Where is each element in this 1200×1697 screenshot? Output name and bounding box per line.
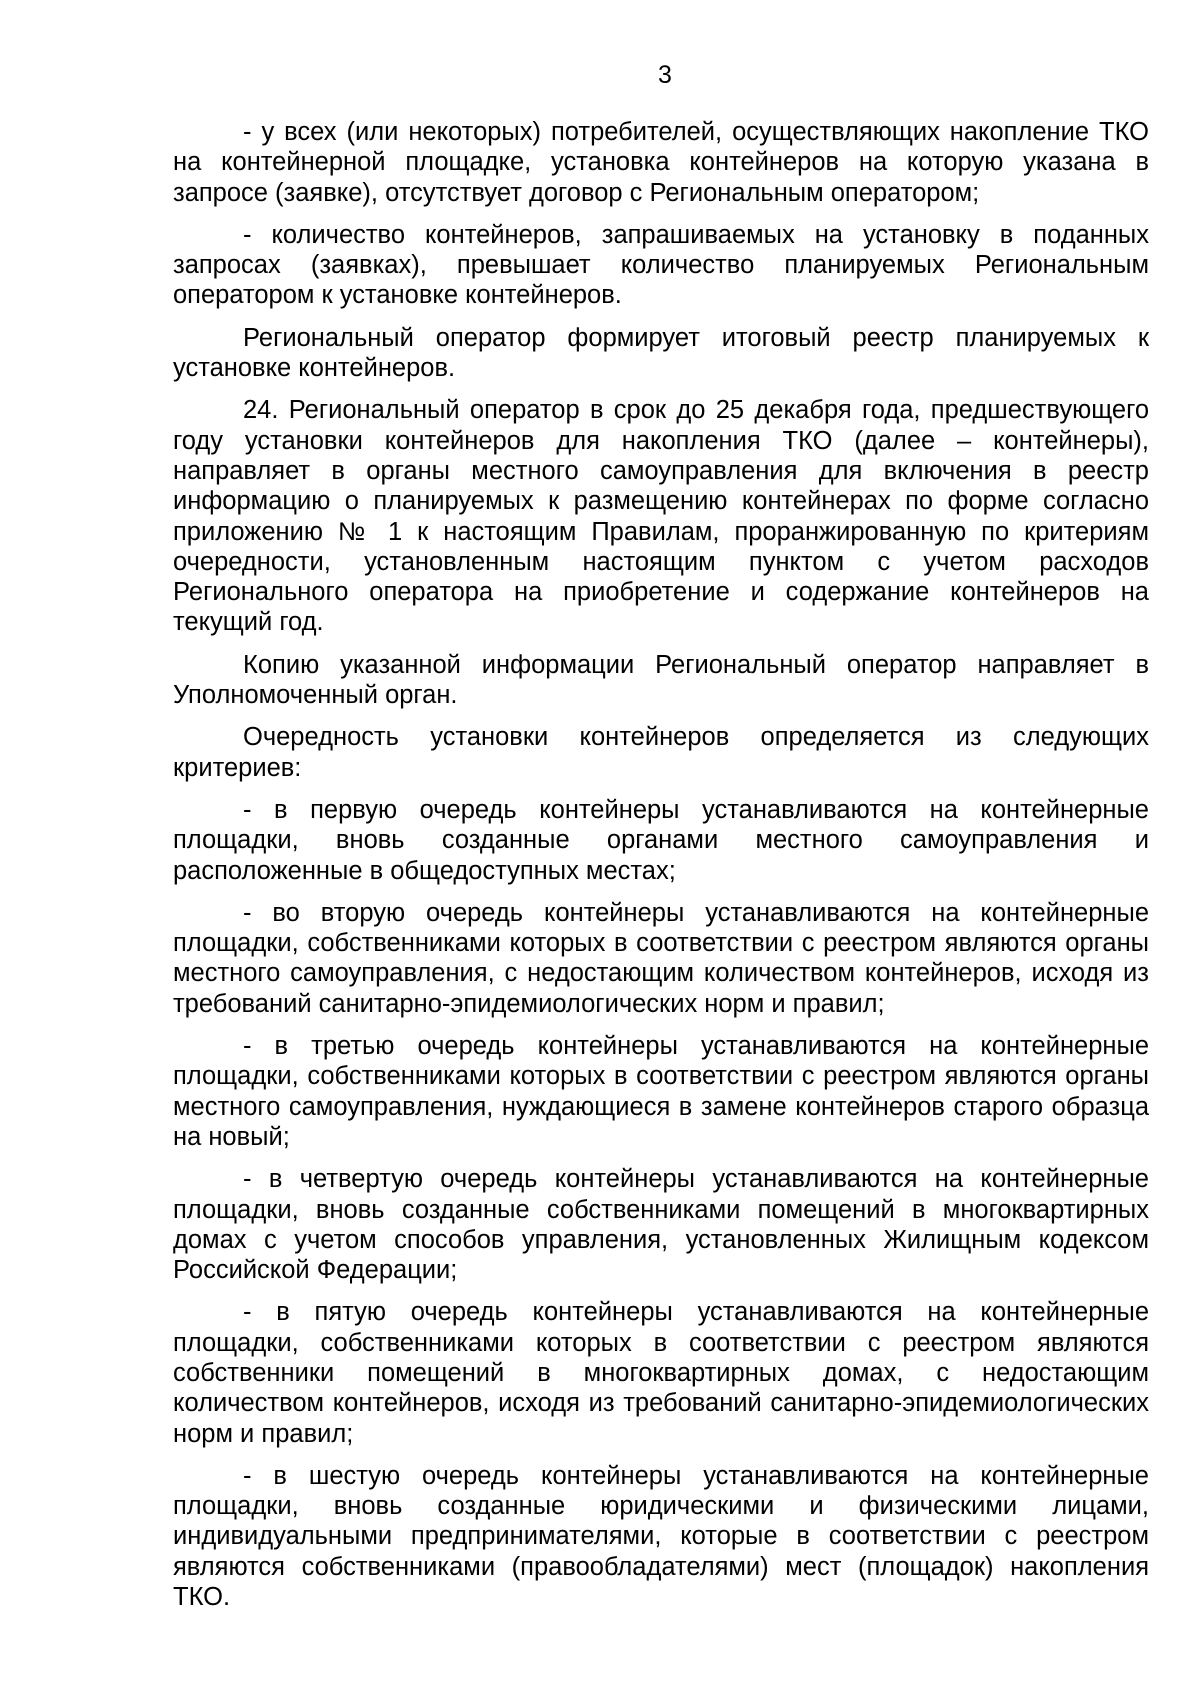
paragraph-priority-fifth: - в пятую очередь контейнеры устанавливаются на контейнерные площадки, собственниками которых в соответствии с реестром являются собственники помещений в многоквартирных домах, с недостающим количеством контейнеров, исходя из требований санитарно-эпидемиологических норм и правил; — [173, 1298, 1149, 1448]
paragraph-copy-to-authority: Копию указанной информации Региональный оператор направляет в Уполномоченный орган. — [173, 650, 1149, 710]
paragraph-priority-first: - в первую очередь контейнеры устанавливаются на контейнерные площадки, вновь созданные органами местного самоуправления и расположенные в общедоступных местах; — [173, 795, 1149, 885]
paragraph-priority-second: - во вторую очередь контейнеры устанавливаются на контейнерные площадки, собственниками которых в соответствии с реестром являются органы местного самоуправления, с недостающим количеством контейнеров, исходя из требований санитарно-эпидемиологических норм и правил; — [173, 898, 1149, 1018]
paragraph-clause-24: 24. Региональный оператор в срок до 25 декабря года, предшествующего году установки контейнеров для накопления ТКО (далее – контейнеры), направляет в органы местного самоуправления для включения в реестр информацию о планируемых к размещению контейнерах по форме согласно приложению № 1 к настоящим Правилам, проранжированную по критериям очередности, установленным настоящим пунктом с учетом расходов Регионального оператора на приобретение и содержание контейнеров на текущий год. — [173, 396, 1149, 637]
paragraph-final-registry: Региональный оператор формирует итоговый реестр планируемых к установке контейнеров. — [173, 323, 1149, 383]
paragraph-condition-no-contract: - у всех (или некоторых) потребителей, осуществляющих накопление ТКО на контейнерной площадке, установка контейнеров на которую указана в запросе (заявке), отсутствует договор с Региональным оператором; — [173, 118, 1149, 207]
document-body — [173, 117, 1149, 1612]
page-number: 3 — [658, 61, 672, 89]
paragraph-condition-exceeds-quantity: - количество контейнеров, запрашиваемых на установку в поданных запросах (заявках), превышает количество планируемых Региональным оператором к установке контейнеров. — [173, 220, 1149, 310]
paragraph-priority-sixth: - в шестую очередь контейнеры устанавливаются на контейнерные площадки, вновь созданные юридическими и физическими лицами, индивидуальными предпринимателями, которые в соответствии с реестром являются собственниками (правообладателями) мест (площадок) накопления ТКО. — [173, 1461, 1149, 1612]
paragraph-priority-third: - в третью очередь контейнеры устанавливаются на контейнерные площадки, собственниками которых в соответствии с реестром являются органы местного самоуправления, нуждающиеся в замене контейнеров старого образца на новый; — [173, 1032, 1149, 1151]
paragraph-priority-fourth: - в четвертую очередь контейнеры устанавливаются на контейнерные площадки, вновь созданные собственниками помещений в многоквартирных домах с учетом способов управления, установленных Жилищным кодексом Российской Федерации; — [173, 1165, 1149, 1285]
paragraph-priority-criteria-intro: Очередность установки контейнеров определяется из следующих критериев: — [173, 723, 1149, 782]
